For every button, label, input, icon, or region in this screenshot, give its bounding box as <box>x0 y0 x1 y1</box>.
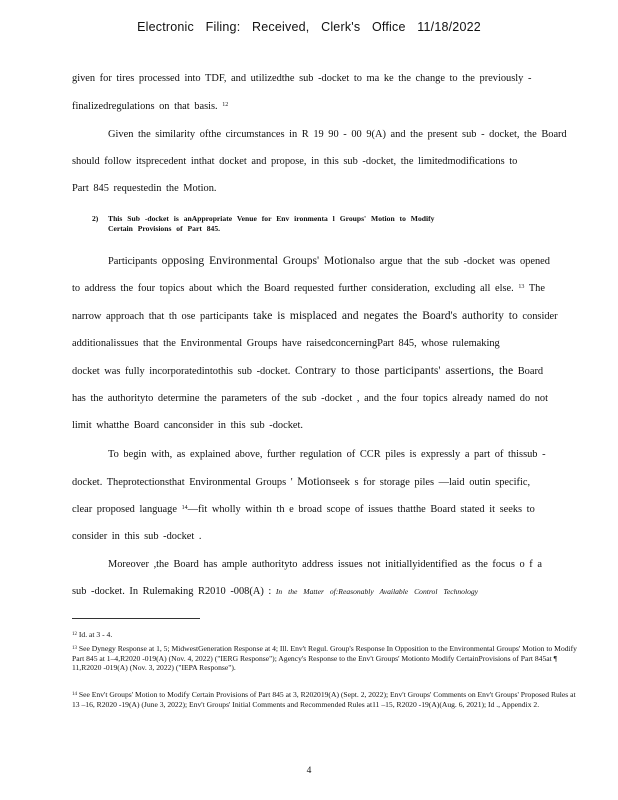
p4-line-2a: docket. Theprotectionsthat Environmental Groups ' <box>72 477 293 488</box>
p4-line-2 <box>72 475 580 490</box>
heading-line-1-text: This Sub -docket is anAppropriate Venue for Env ironmenta l Groups' Motion to Modify <box>108 214 435 223</box>
p2-line-1: Given the similarity ofthe circumstances in R 19 90 - 00 9(A) and the present sub - docket, the Board <box>108 129 567 140</box>
footnote-12-text: Id. at 3 - 4. <box>78 630 113 639</box>
section-heading <box>92 214 572 234</box>
footnote-14 <box>72 690 584 709</box>
p3-line-3c: consider <box>522 311 558 322</box>
p1-line-2 <box>72 100 580 114</box>
p3-line-1a: Participants <box>108 256 158 267</box>
p5-line-2a: sub -docket. In Rulemaking R2010 -008(A) : <box>72 586 272 597</box>
footnote-14-text: See Env't Groups' Motion to Modify Certain Provisions of Part 845 at 3, R202019(A) (Sept. 2, 2022); Env't Groups' Comments on Env't Groups' Proposed Rules at 13 –16, R2020 -19(A) (June 3, 2022); Env't Groups' Initial Comments and Recommended Rules at11 –15, R2020 -19(A)(Aug. 6, 2021); Id ., Appendix 2. <box>72 690 576 709</box>
p3-line-2 <box>72 282 580 296</box>
footnote-ref-13[interactable]: 13 <box>518 284 525 290</box>
p4-line-2c: seek s for storage piles —laid outin specific, <box>331 477 531 488</box>
p2-line-3: Part 845 requestedin the Motion. <box>72 183 217 194</box>
p3-line-2-text: to address the four topics about which the Board requested further consideration, excluding all else. <box>72 283 514 294</box>
footnote-12 <box>72 630 584 640</box>
p3-line-5b: Contrary to those participants' assertions, the <box>294 364 514 377</box>
footnote-ref-14[interactable]: 14 <box>181 505 188 511</box>
paragraph-2 <box>72 128 580 196</box>
p3-line-1b: opposing Environmental Groups' Motion <box>161 254 359 267</box>
paragraph-3 <box>72 254 580 433</box>
p3-line-1 <box>72 254 580 269</box>
p1-line-2-text: finalizedregulations on that basis. <box>72 101 218 112</box>
footnote-14-number: 14 <box>72 692 77 697</box>
paragraph-5 <box>72 558 580 599</box>
p3-line-2-end: The <box>528 283 545 294</box>
p4-line-3a: clear proposed language <box>72 504 177 515</box>
footnote-13 <box>72 644 584 673</box>
p3-line-4: additionalissues that the Environmental Groups have raisedconcerningPart 845, whose rulemaking <box>72 338 500 349</box>
heading-line-1 <box>92 214 572 224</box>
p2-line-2: should follow itsprecedent inthat docket and propose, in this sub -docket, the limitedmodifications to <box>72 156 518 167</box>
p3-line-6: has the authorityto determine the parameters of the sub -docket , and the four topics already named do not <box>72 393 549 404</box>
p3-line-1c: also argue that the sub -docket was opened <box>358 256 550 267</box>
p3-line-5 <box>72 364 580 379</box>
p5-line-2 <box>72 585 580 599</box>
p4-line-3 <box>72 503 580 517</box>
paragraph-4 <box>72 448 580 544</box>
footnote-ref-12[interactable]: 12 <box>222 102 229 108</box>
p5-line-1: Moreover ,the Board has ample authorityto address issues not initiallyidentified as the focus o f a <box>108 559 542 570</box>
footnote-12-number: 12 <box>72 632 77 637</box>
paragraph-1 <box>72 72 580 114</box>
p4-line-3b: —fit wholly within th e broad scope of issues thatthe Board stated it seeks to <box>187 504 535 515</box>
p3-line-5c: Board <box>517 366 544 377</box>
p5-line-2b: In the Matter of:Reasonably Available Control Technology <box>275 587 479 596</box>
footnote-13-number: 13 <box>72 646 77 651</box>
p3-line-7: limit whatthe Board canconsider in this sub -docket. <box>72 420 304 431</box>
p3-line-3 <box>72 309 580 324</box>
heading-number: 2) <box>92 214 99 223</box>
p3-line-5a: docket was fully incorporatedintothis sub -docket. <box>72 366 291 377</box>
page-number: 4 <box>306 766 312 776</box>
p4-line-1: To begin with, as explained above, further regulation of CCR piles is expressly a part of thissub - <box>108 449 546 460</box>
p4-line-4: consider in this sub -docket . <box>72 531 202 542</box>
filing-header: Electronic Filing: Received, Clerk's Office 11/18/2022 <box>137 20 481 34</box>
p3-line-3b: take is misplaced and negates the Board's authority to <box>253 309 518 322</box>
heading-line-2: Certain Provisions of Part 845. <box>108 224 221 233</box>
p3-line-3a: narrow approach that th ose participants <box>72 311 249 322</box>
footnote-13-text: See Dynegy Response at 1, 5; MidwestGeneration Response at 4; Ill. Env't Regul. Group's Response In Opposition to the Environmental Groups' Motion to Modify Part 845 at 1–4,R2020 -019(A) (Nov. 4, 2022) ("IERG Response"); Agency's Response to the Env't Groups' Motionto Modify CertainProvisions of Part 845at ¶ 11,R2020 -019(A) (Nov. 3, 2022) ("IEPA Response"). <box>72 644 577 673</box>
footnote-separator <box>72 618 200 619</box>
p4-line-2b: Motion <box>297 475 332 488</box>
p1-line-1: given for tires processed into TDF, and utilizedthe sub -docket to ma ke the change to the previously - <box>72 73 532 84</box>
